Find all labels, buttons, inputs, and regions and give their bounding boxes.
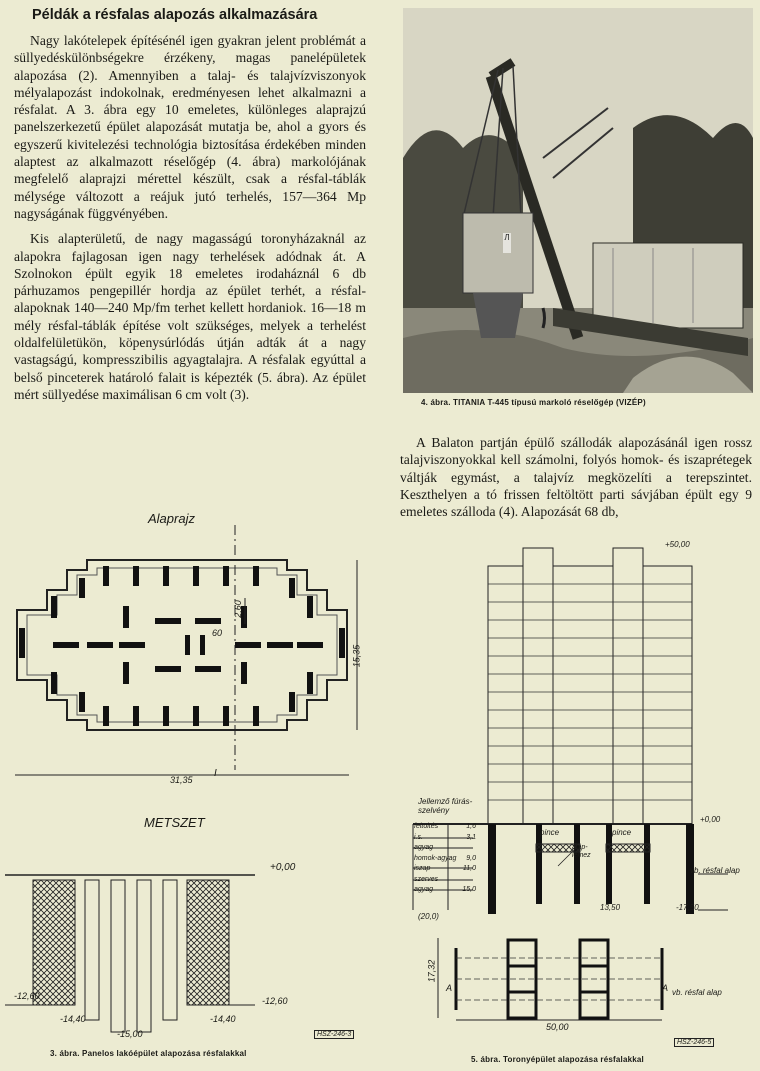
soil-layer: iszap 11,0 [414, 865, 476, 872]
soil-layer-legend [414, 822, 476, 896]
level-14-40-left: -14,40 [60, 1014, 86, 1024]
paragraph-3: A Balaton partján épülő szállodák alapozásánál igen rossz talajviszonyokkal kell számolni, folyós homok- és iszaprétegek váltják egymást, a talajvíz megközelíti a terepszintet. Keszthelyen a tó frissen feltöltött parti sávjában épült egy 9 emeletes szálloda (4). Alapozását 68 db, [400, 435, 752, 520]
fig5-wall-label: vb. résfal alap [690, 866, 740, 875]
fig5-top-level: +50,00 [665, 540, 690, 549]
plan-title: Alaprajz [148, 511, 195, 526]
figure-3-plan-drawing [5, 520, 365, 790]
paragraph-2: Kis alapterületű, de nagy magasságú toronyházaknál az alapokra fajlagosan igen nagy terhelések adódnak át. A Szolnokon épült egyik 18 emeletes irodaháznál 6 db párhuzamos pengepillér hordja az épület terhét, a résfal-alapoknak 140—240 Mp/fm terhet kellett hordaniok. 16—18 m mély résfal-táblák építése volt szükséges, melyek a terhelést oldalfelületükön, köpenysúrlódás útján adták át a nagy vastagságú, kompresszibilis agyagtalajra. A résfalak egyúttal a belső pinceterek határoló falait is képezték (5. ábra). Az épület mért süllyedése maximálisan 6 cm volt (3). [14, 231, 366, 402]
fig5-total-width: 50,00 [546, 1022, 569, 1032]
fig3-ref: HSZ-246-3 [314, 1030, 354, 1039]
left-text-column [14, 32, 366, 403]
slab-label: alap-lemez [572, 844, 591, 859]
fig5-bore-label: Jellemző fúrás-szelvény [418, 797, 473, 815]
paragraph-1: Nagy lakótelepek építésénél igen gyakran jelent problémát a süllyedéskülönbségekre érzékeny, magas panelépületek alapozása (2). Amennyiben a talaj- és talajvízviszonyok mélyalapozást indokolnak, eredményesen lehet alkalmazni a résfalat. A 3. ábra egy 10 emeletes, különleges alaprajzú panelszerkezetű épület alapozását mutatja be, ahol a gyors és egyszerű kivitelezési technológia biztosítása érdekében minden alaptest az alkalmazott réselőgép (4. ábra) markolójának megfelelő alaprajzi mérettel készült, csak a résfal-táblák mélysége változott a reájuk jutó terhelés, 157—364 Mp nagyságának függvényében. [14, 33, 366, 221]
level-15-00: -15,00 [117, 1029, 143, 1039]
basement-label-b: pince [612, 828, 632, 837]
svg-text:Л: Л [504, 233, 510, 242]
soil-layer: agyag 15,0 [414, 886, 476, 893]
figure-3-section-drawing [5, 850, 345, 1050]
fig5-height-dim: 17,32 [426, 959, 437, 983]
figure-5-drawing [398, 538, 758, 1038]
level-14-40-right: -14,40 [210, 1014, 236, 1024]
basement-label-a: pince [540, 828, 560, 837]
section-title: METSZET [144, 815, 205, 830]
section-heading: Példák a résfalas alapozás alkalmazására [32, 7, 318, 23]
right-text-column [400, 434, 752, 520]
dim-15-35: 15,35 [351, 644, 362, 668]
fig5-ref: HSZ-246-5 [674, 1038, 714, 1047]
dim-2-60: 2,60 [232, 600, 243, 618]
section-mark: I [214, 768, 217, 779]
dim-60: 60 [212, 628, 223, 638]
figure-3-caption: 3. ábra. Panelos lakóépület alapozása résfalakkal [50, 1049, 247, 1058]
soil-layer: agyag [414, 844, 434, 851]
fig5-section-mark-left: A [446, 983, 453, 993]
fig5-section-mark-right: A [662, 983, 669, 993]
soil-layer: szerves [414, 875, 439, 883]
fig5-bottom-level: -17,50 [676, 903, 699, 912]
soil-layer: i.s. 3,1 [414, 833, 476, 841]
figure-4-caption: 4. ábra. TITANIA T-445 típusú markoló réselőgép (VIZÉP) [421, 398, 646, 407]
level-12-60-left: -12,60 [14, 991, 40, 1001]
fig5-plan-wall-label: vb. résfal alap [672, 988, 722, 997]
level-0: +0,00 [270, 862, 296, 873]
soil-layer: feltöltés 1,6 [414, 823, 476, 830]
soil-layer: homok-agyag 9,0 [414, 854, 476, 862]
fig5-bottom-depth: (20,0) [418, 912, 439, 921]
level-12-60-right: -12,60 [262, 996, 288, 1006]
dim-31-35: 31,35 [170, 775, 193, 785]
fig5-width-dim: 13,50 [600, 903, 621, 912]
excavator-photo [403, 8, 753, 393]
figure-5-caption: 5. ábra. Toronyépület alapozása résfalakkal [471, 1055, 644, 1064]
fig5-ground-level: +0,00 [700, 815, 721, 824]
